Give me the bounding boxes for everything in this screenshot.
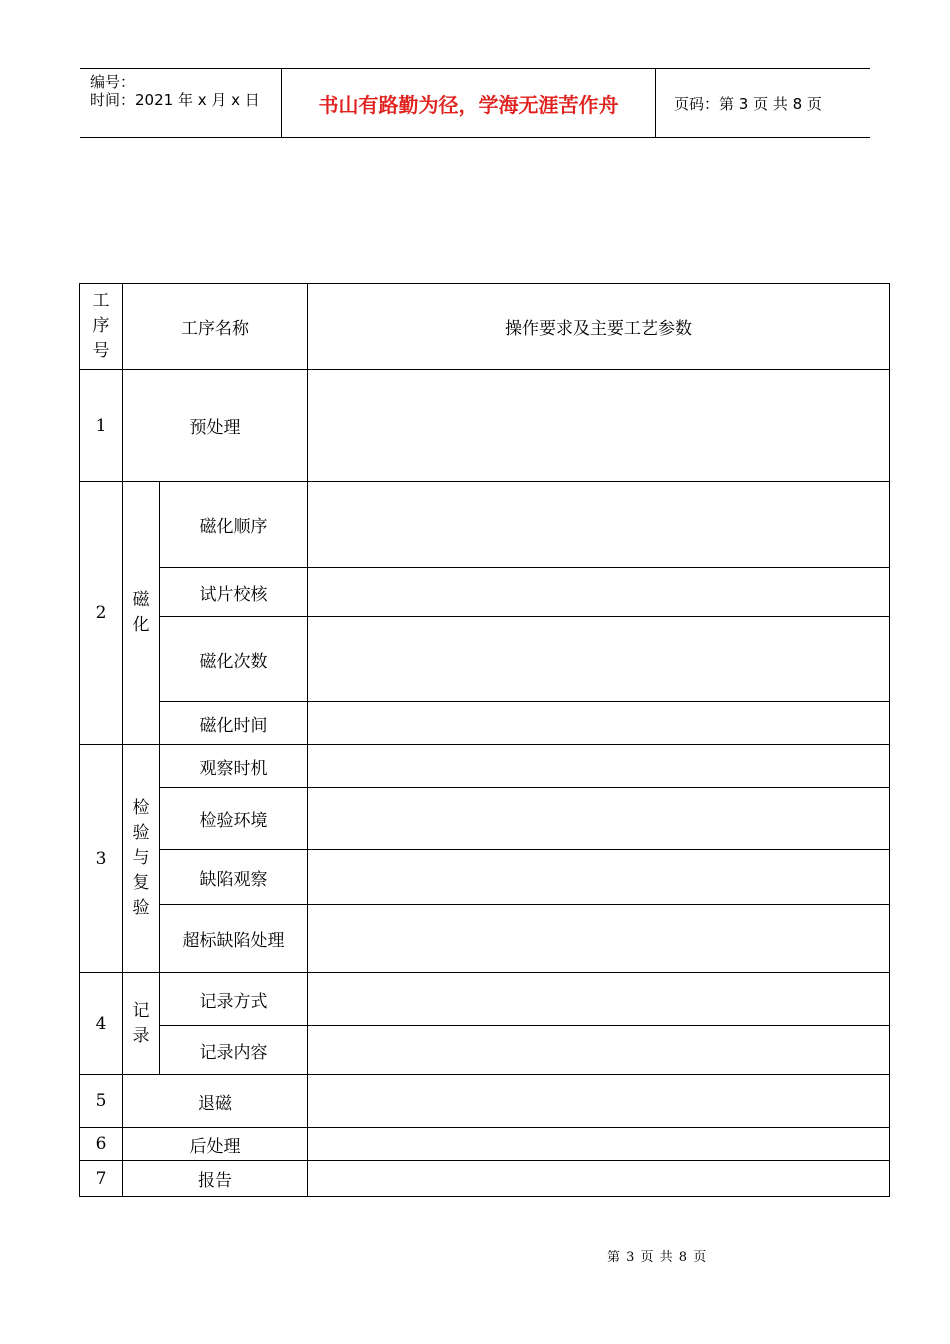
requirements-cell: [308, 905, 890, 973]
header-page-number: [664, 69, 870, 137]
sub-step-name: 磁化次数: [160, 617, 308, 702]
sub-step-name: 检验环境: [160, 788, 308, 850]
sub-step-name: 记录内容: [160, 1026, 308, 1075]
step-no: 4: [80, 973, 123, 1075]
table-row: [80, 850, 890, 905]
process-table: [79, 283, 890, 1197]
header-page-text: 页码：第 3 页 共 8 页: [674, 94, 822, 113]
header-step-name: 工序名称: [123, 284, 308, 370]
doc-number-label: 编号：: [90, 73, 136, 91]
sub-step-name: 磁化顺序: [160, 482, 308, 568]
step-name: 退磁: [123, 1075, 308, 1128]
requirements-cell: [308, 702, 890, 745]
table-row: [80, 1075, 890, 1128]
requirements-cell: [308, 1075, 890, 1128]
table-row: [80, 1161, 890, 1197]
step-name: 报告: [123, 1161, 308, 1197]
table-row: [80, 702, 890, 745]
step-no: 3: [80, 745, 123, 973]
requirements-cell: [308, 973, 890, 1026]
step-group: 记录: [123, 973, 160, 1075]
page-header: [80, 68, 870, 138]
sub-step-name: 超标缺陷处理: [160, 905, 308, 973]
table-row: [80, 788, 890, 850]
table-row: [80, 482, 890, 568]
page-footer: 第 3 页 共 8 页: [607, 1250, 708, 1265]
step-name: 后处理: [123, 1128, 308, 1161]
table-row: [80, 905, 890, 973]
requirements-cell: [308, 745, 890, 788]
requirements-cell: [308, 1128, 890, 1161]
sub-step-name: 观察时机: [160, 745, 308, 788]
step-no: 6: [80, 1128, 123, 1161]
requirements-cell: [308, 617, 890, 702]
step-no: 2: [80, 482, 123, 745]
step-group: 检验与复验: [123, 745, 160, 973]
table-row: [80, 568, 890, 617]
step-name: 预处理: [123, 370, 308, 482]
requirements-cell: [308, 788, 890, 850]
requirements-cell: [308, 1026, 890, 1075]
step-group: 磁化: [123, 482, 160, 745]
step-no: 1: [80, 370, 123, 482]
header-meta: [80, 69, 280, 137]
header-motto: 书山有路勤为径，学海无涯苦作舟: [281, 69, 656, 137]
sub-step-name: 记录方式: [160, 973, 308, 1026]
sub-step-name: 试片校核: [160, 568, 308, 617]
date-label: 时间：2021 年 x 月 x 日: [90, 91, 260, 109]
requirements-cell: [308, 482, 890, 568]
table-header-row: [80, 284, 890, 370]
sub-step-name: 缺陷观察: [160, 850, 308, 905]
table-row: [80, 617, 890, 702]
table-row: [80, 1128, 890, 1161]
requirements-cell: [308, 370, 890, 482]
requirements-cell: [308, 850, 890, 905]
requirements-cell: [308, 568, 890, 617]
header-requirements: 操作要求及主要工艺参数: [308, 284, 890, 370]
requirements-cell: [308, 1161, 890, 1197]
table-row: [80, 973, 890, 1026]
step-no: 5: [80, 1075, 123, 1128]
header-step-no: 工序号: [80, 284, 123, 370]
table-row: [80, 370, 890, 482]
sub-step-name: 磁化时间: [160, 702, 308, 745]
table-row: [80, 1026, 890, 1075]
table-row: [80, 745, 890, 788]
step-no: 7: [80, 1161, 123, 1197]
